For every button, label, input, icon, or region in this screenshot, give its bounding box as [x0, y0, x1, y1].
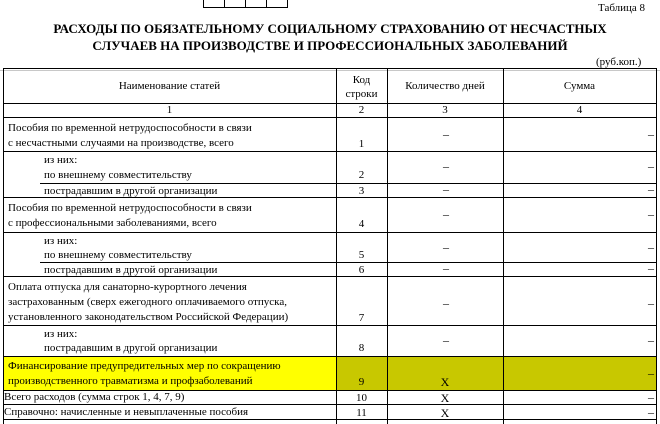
- row-7-label: установленного законодательством Российской Федерации): [8, 311, 289, 323]
- row-5-label: по внешнему совместительству: [44, 249, 192, 261]
- table-border-left: [3, 68, 4, 424]
- row-5-sum: –: [648, 240, 654, 254]
- row-border: [3, 356, 657, 357]
- row-8-sum: –: [648, 333, 654, 347]
- row-11-sum: –: [648, 405, 654, 419]
- row-1-label: с несчастными случаями на производстве, всего: [8, 137, 234, 149]
- row-2-code: 2: [358, 169, 365, 181]
- row-4-label: Пособия по временной нетрудоспособности в связи: [8, 202, 252, 214]
- top-cell-border: [203, 7, 288, 8]
- row-4-sum: –: [648, 207, 654, 221]
- row-5-label: из них:: [44, 235, 78, 247]
- row-11-label: Справочно: начисленные и невыплаченные пособия: [4, 406, 249, 418]
- col-header-days: Количество дней: [405, 80, 485, 92]
- row-9-label: производственного травматизма и профзаболеваний: [8, 375, 253, 387]
- row-9-sum: –: [648, 366, 654, 380]
- row-2-sum: –: [648, 159, 654, 173]
- row-2-label: по внешнему совместительству: [44, 169, 192, 181]
- row-2-days: –: [443, 159, 449, 173]
- row-7-days: –: [443, 296, 449, 310]
- col-header-name: Наименование статей: [118, 80, 221, 92]
- row-3-code: 3: [358, 185, 365, 197]
- row-3-days: –: [443, 182, 449, 196]
- row-6-code: 6: [358, 264, 365, 276]
- row-1-sum: –: [648, 127, 654, 141]
- row-7-label: застрахованным (сверх ежегодного оплачиваемого отпуска,: [8, 296, 287, 308]
- row-3-label: пострадавшим в другой организации: [44, 185, 218, 197]
- col-header-sum: Сумма: [563, 80, 596, 92]
- row-8-days: –: [443, 333, 449, 347]
- row-5-code: 5: [358, 249, 365, 261]
- row-9-days: X: [440, 375, 450, 389]
- row-6-sum: –: [648, 261, 654, 275]
- row-1-days: –: [443, 127, 449, 141]
- title-line-1: РАСХОДЫ ПО ОБЯЗАТЕЛЬНОМУ СОЦИАЛЬНОМУ СТРАХОВАНИЮ ОТ НЕСЧАСТНЫХ: [53, 21, 607, 36]
- col-number-2: 2: [358, 104, 365, 116]
- col-number-1: 1: [166, 104, 173, 116]
- row-4-code: 4: [358, 218, 365, 230]
- row-8-code: 8: [358, 342, 365, 354]
- table-border-right: [656, 68, 657, 424]
- row-border: [3, 325, 657, 326]
- row-border: [3, 419, 657, 420]
- row-9-label: Финансирование предупредительных мер по сокращению: [8, 360, 281, 372]
- row-4-days: –: [443, 207, 449, 221]
- table-border-days: [387, 68, 388, 424]
- row-10-code: 10: [356, 392, 367, 404]
- row-11-days: X: [440, 406, 450, 420]
- row-6-days: –: [443, 261, 449, 275]
- row-8-label: пострадавшим в другой организации: [44, 342, 218, 354]
- row-10-sum: –: [648, 390, 654, 404]
- row-1-label: Пособия по временной нетрудоспособности в связи: [8, 122, 252, 134]
- row-11-code: 11: [356, 407, 367, 419]
- row-4-label: с профессиональными заболеваниями, всего: [8, 217, 217, 229]
- col-number-4: 4: [576, 104, 583, 116]
- row-9-code: 9: [358, 376, 365, 388]
- units-label: (руб.коп.): [596, 56, 642, 68]
- col-header-code-2: строки: [345, 88, 378, 100]
- row-7-label: Оплата отпуска для санаторно-курортного лечения: [8, 281, 247, 293]
- row-7-sum: –: [648, 296, 654, 310]
- row-10-label: Всего расходов (сумма строк 1, 4, 7, 9): [4, 391, 185, 403]
- table-border-code: [336, 68, 337, 424]
- row-7-code: 7: [358, 312, 365, 324]
- row-border: [3, 151, 657, 152]
- table-border-sum: [503, 68, 504, 424]
- row-5-days: –: [443, 240, 449, 254]
- col-header-code-1: Код: [352, 74, 371, 86]
- col-number-3: 3: [442, 104, 448, 116]
- row-border: [3, 117, 657, 118]
- row-2-label: из них:: [44, 154, 78, 166]
- row-6-label: пострадавшим в другой организации: [44, 264, 218, 276]
- row-10-days: X: [440, 391, 450, 405]
- row-border: [3, 68, 657, 69]
- table-label: Таблица 8: [598, 2, 646, 14]
- grid-line: [0, 70, 660, 71]
- title-line-2: СЛУЧАЕВ НА ПРОИЗВОДСТВЕ И ПРОФЕССИОНАЛЬНЫХ ЗАБОЛЕВАНИЙ: [92, 38, 568, 53]
- row-3-sum: –: [648, 182, 654, 196]
- row-1-code: 1: [358, 138, 365, 150]
- row-border: [3, 232, 657, 233]
- row-8-label: из них:: [44, 328, 78, 340]
